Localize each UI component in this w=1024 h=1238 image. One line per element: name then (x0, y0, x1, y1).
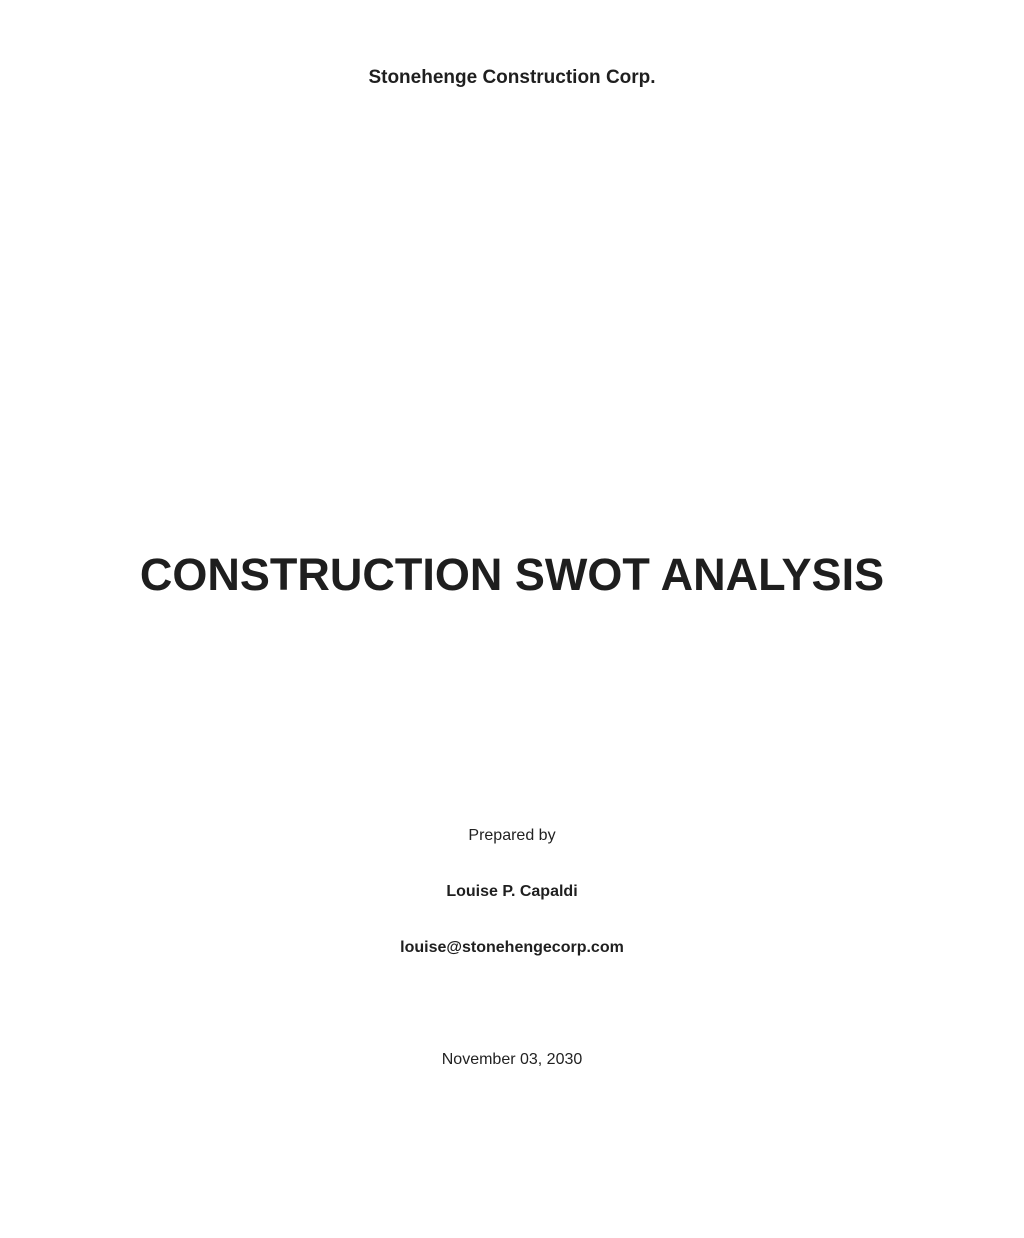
document-date: November 03, 2030 (441, 1051, 583, 1068)
author-name: Louise P. Capaldi (446, 883, 578, 900)
company-name: Stonehenge Construction Corp. (368, 67, 656, 88)
author-email: louise@stonehengecorp.com (400, 939, 624, 956)
document-title: CONSTRUCTION SWOT ANALYSIS (139, 549, 885, 600)
prepared-by-label: Prepared by (468, 827, 556, 844)
